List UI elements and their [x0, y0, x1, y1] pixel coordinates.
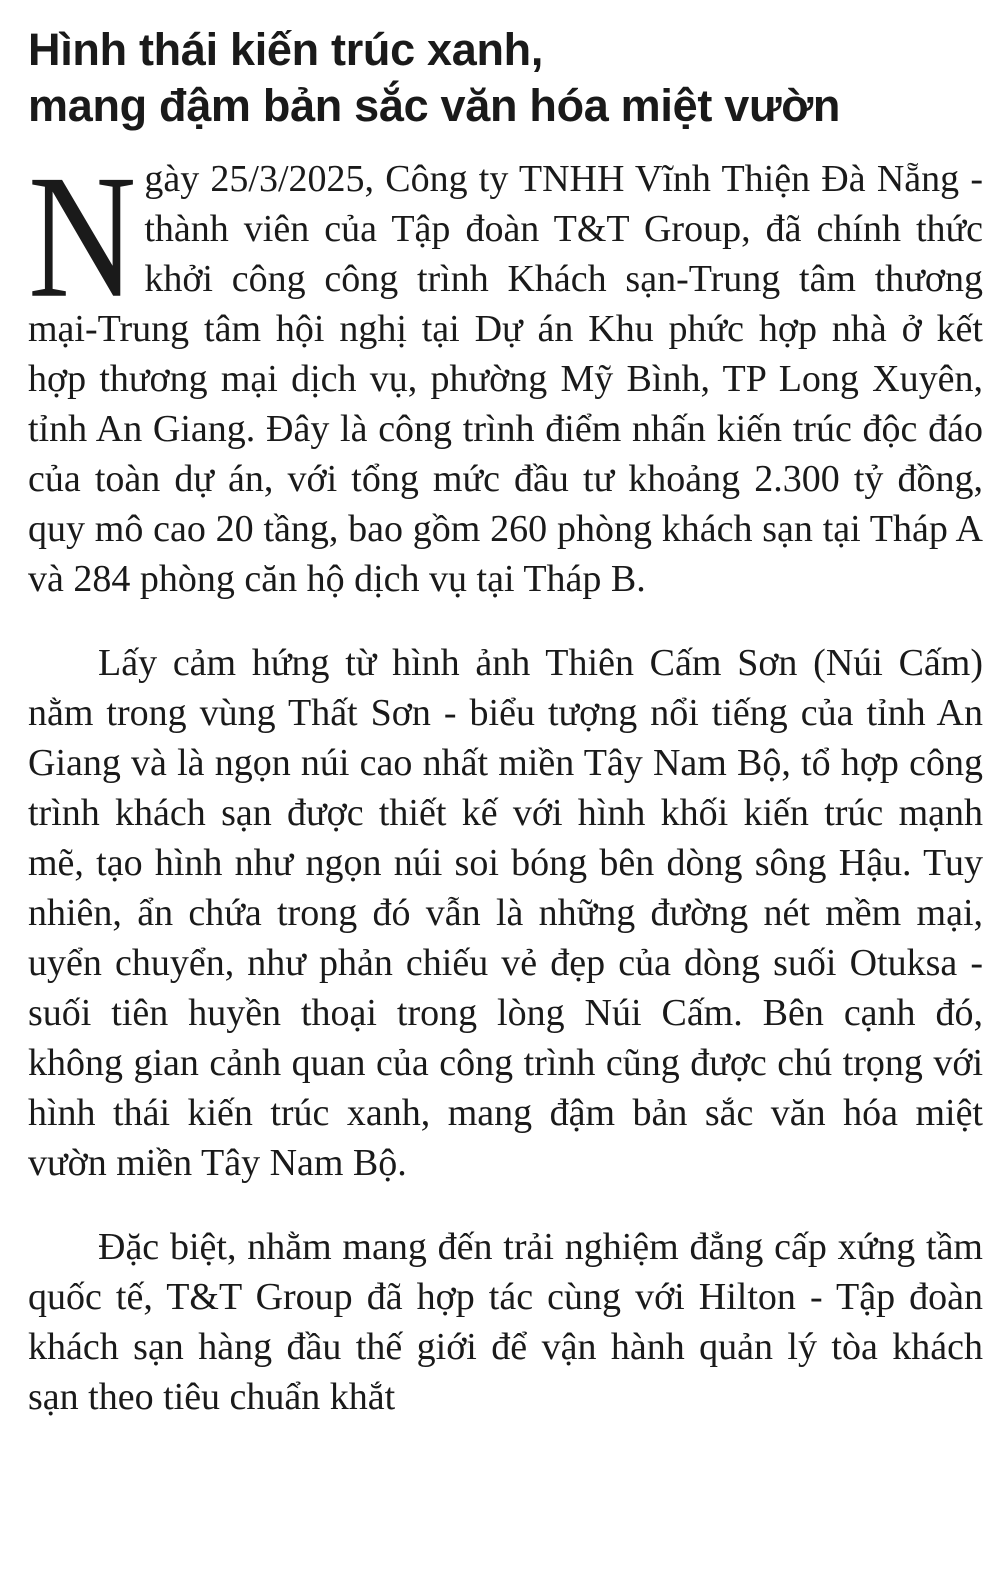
headline	[28, 22, 983, 134]
paragraph-2	[28, 638, 983, 1188]
drop-cap: N	[28, 138, 137, 335]
paragraph-1	[28, 138, 983, 604]
paragraph-3-text: Đặc biệt, nhằm mang đến trải nghiệm đẳng cấp xứng tầm quốc tế, T&T Group đã hợp tác cùng với Hilton - Tập đoàn khách sạn hàng đầu thế giới để vận hành quản lý tòa khách sạn theo tiêu chuẩn khắt	[28, 1226, 983, 1418]
article	[28, 22, 983, 1422]
paragraph-2-text: Lấy cảm hứng từ hình ảnh Thiên Cấm Sơn (Núi Cấm) nằm trong vùng Thất Sơn - biểu tượng nổi tiếng của tỉnh An Giang và là ngọn núi cao nhất miền Tây Nam Bộ, tổ hợp công trình khách sạn được thiết kế với hình khối kiến trúc mạnh mẽ, tạo hình như ngọn núi soi bóng bên dòng sông Hậu. Tuy nhiên, ẩn chứa trong đó vẫn là những đường nét mềm mại, uyển chuyển, như phản chiếu vẻ đẹp của dòng suối Otuksa - suối tiên huyền thoại trong lòng Núi Cấm. Bên cạnh đó, không gian cảnh quan của công trình cũng được chú trọng với hình thái kiến trúc xanh, mang đậm bản sắc văn hóa miệt vườn miền Tây Nam Bộ.	[28, 642, 983, 1184]
paragraph-3	[28, 1222, 983, 1422]
headline-line-1: Hình thái kiến trúc xanh,	[28, 24, 544, 75]
headline-line-2: mang đậm bản sắc văn hóa miệt vườn	[28, 80, 841, 131]
paragraph-1-text: gày 25/3/2025, Công ty TNHH Vĩnh Thiện Đà Nẵng - thành viên của Tập đoàn T&T Group, đã chính thức khởi công công trình Khách sạn-Trung tâm thương mại-Trung tâm hội nghị tại Dự án Khu phức hợp nhà ở kết hợp thương mại dịch vụ, phường Mỹ Bình, TP Long Xuyên, tỉnh An Giang. Đây là công trình điểm nhấn kiến trúc độc đáo của toàn dự án, với tổng mức đầu tư khoảng 2.300 tỷ đồng, quy mô cao 20 tầng, bao gồm 260 phòng khách sạn tại Tháp A và 284 phòng căn hộ dịch vụ tại Tháp B.	[28, 158, 983, 600]
